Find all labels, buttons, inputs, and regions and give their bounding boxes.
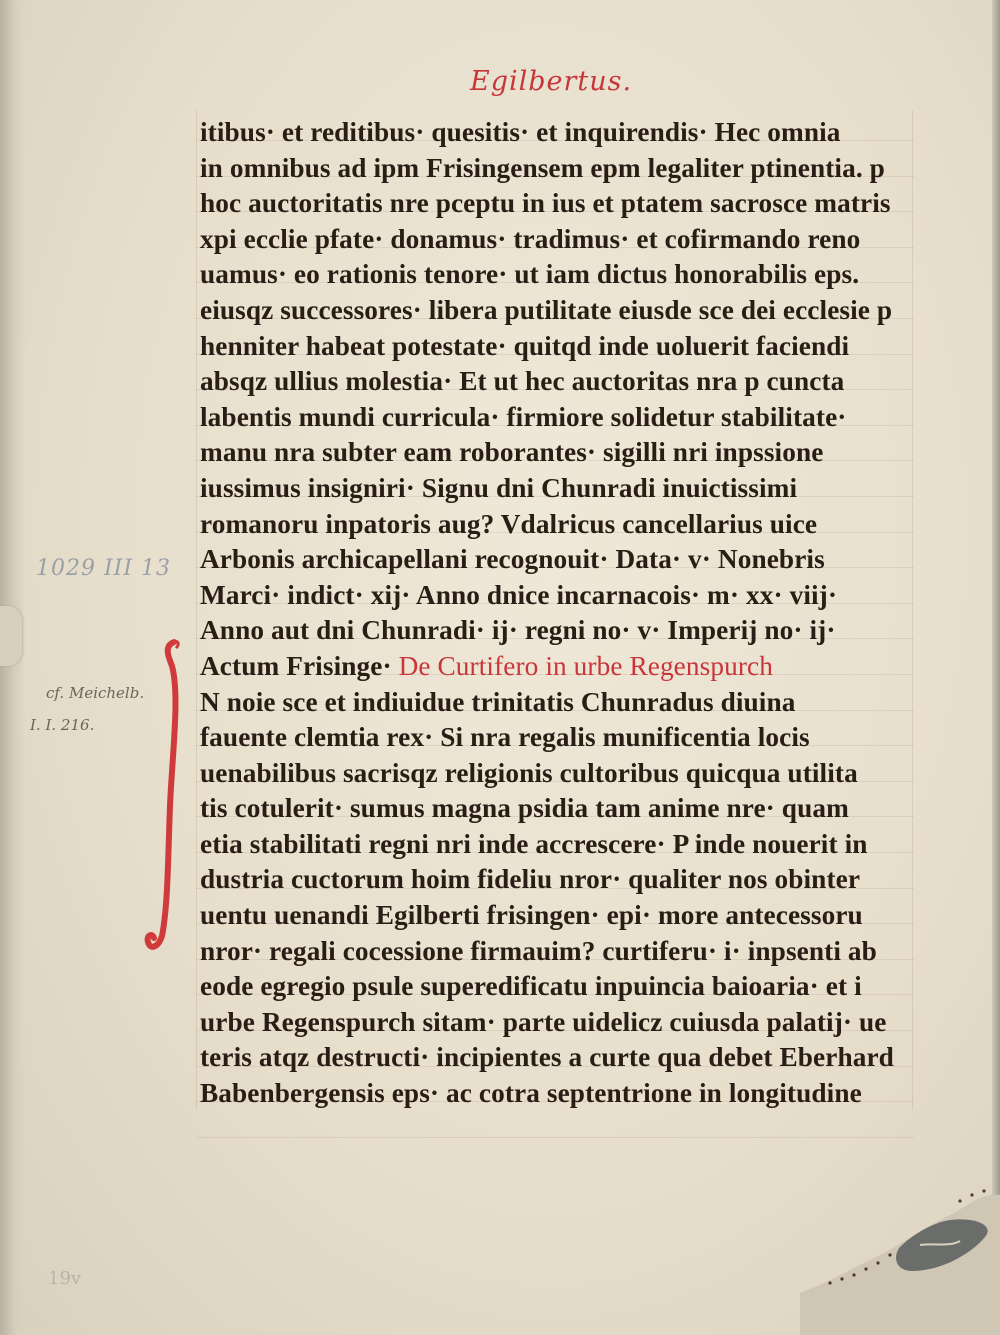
text-segment: Anno aut dni Chunradi· ij· regni no· v· Imperij no· ij· [200, 614, 836, 646]
text-segment: etia stabilitati regni nri inde accrescere· P inde nouerit in [200, 827, 868, 859]
text-segment: manu nra subter eam roborantes· sigilli nri inpssione [200, 436, 824, 468]
text-line [200, 790, 906, 826]
text-line [200, 861, 906, 897]
reference-note-line1: cf. Meichelb. [46, 684, 145, 702]
text-segment: absqz ullius molestia· Et ut hec auctoritas nra p cuncta [200, 365, 845, 397]
text-segment: nror· regali cocessione firmauim? curtiferu· i· inpsenti ab [200, 934, 877, 966]
text-segment: Actum Frisinge· [200, 649, 399, 681]
text-segment: uamus· eo rationis tenore· ut iam dictus honorabilis eps. [200, 258, 860, 290]
page-gutter [0, 0, 26, 1335]
running-head: Egilbertus. [470, 66, 633, 97]
text-line [200, 399, 906, 435]
next-leaf-edge [992, 0, 1000, 1335]
text-line [200, 826, 906, 862]
text-line [200, 114, 906, 150]
rubricated-initial-i [142, 636, 182, 956]
text-line [200, 150, 906, 186]
text-line [200, 968, 906, 1004]
text-line [200, 577, 906, 613]
text-segment: romanoru inpatoris aug? Vdalricus cancellarius uice [200, 507, 818, 539]
text-line [200, 506, 906, 542]
text-segment: Babenbergensis eps· ac cotra septentrione in longitudine [200, 1077, 862, 1109]
text-line [200, 612, 906, 648]
text-segment: urbe Regenspurch sitam· parte uidelicz cuiusda palatij· ue [200, 1005, 887, 1037]
text-line [200, 541, 906, 577]
text-segment: eode egregio psule superedificatu inpuincia baioaria· et i [200, 970, 862, 1002]
text-line [200, 933, 906, 969]
text-line [200, 256, 906, 292]
text-line [200, 363, 906, 399]
text-line [200, 719, 906, 755]
shelfmark-note: 1029 III 13 [36, 556, 172, 581]
text-segment: tis cotulerit· sumus magna psidia tam anime nre· quam [200, 792, 849, 824]
text-line [200, 1039, 906, 1075]
text-segment: hoc auctoritatis nre pceptu in ius et ptatem sacrosce matris [200, 187, 891, 219]
ruling-left [196, 110, 197, 1110]
text-line [200, 185, 906, 221]
text-segment: in omnibus ad ipm Frisingensem epm legaliter ptinentia. p [200, 151, 885, 183]
text-line [200, 221, 906, 257]
parchment-damage [800, 1175, 1000, 1335]
text-line [200, 1075, 906, 1111]
text-line [200, 434, 906, 470]
text-line [200, 755, 906, 791]
text-segment: fauente clemtia rex· Si nra regalis munificentia locis [200, 721, 810, 753]
folio-number: 19v [48, 1268, 82, 1289]
text-segment: itibus· et reditibus· quesitis· et inquirendis· Hec omnia [200, 116, 841, 147]
reference-note-line2: I. I. 216. [30, 716, 95, 734]
text-line [200, 897, 906, 933]
text-line [200, 328, 906, 364]
text-segment: eiusqz successores· libera putilitate eiusde sce dei ecclesie p [200, 293, 893, 325]
ruling-right [912, 110, 913, 1110]
text-segment: uenabilibus sacrisqz religionis cultoribus quicqua utilita [200, 756, 858, 788]
text-segment: Marci· indict· xij· Anno dnice incarnacois· m· xx· viij· [200, 578, 838, 610]
text-line [200, 684, 906, 720]
text-segment: labentis mundi curricula· firmiore solidetur stabilitate· [200, 400, 847, 432]
text-segment: uentu uenandi Egilberti frisingen· epi· more antecessoru [200, 899, 863, 931]
text-segment: xpi ecclie pfate· donamus· tradimus· et cofirmando reno [200, 222, 861, 254]
ruling-line [196, 1137, 914, 1138]
text-segment: henniter habeat potestate· quitqd inde uoluerit faciendi [200, 329, 850, 361]
text-segment: Arbonis archicapellani recognouit· Data· v· Nonebris [200, 543, 825, 575]
text-segment: iussimus insigniri· Signu dni Chunradi inuictissimi [200, 471, 798, 503]
text-line [200, 648, 906, 684]
text-line [200, 470, 906, 506]
page-fold-tab [0, 606, 22, 666]
text-segment: teris atqz destructi· incipientes a curte qua debet Eberhard [200, 1041, 894, 1073]
rubric-text: De Curtifero in urbe Regenspurch [398, 649, 773, 681]
text-line [200, 1004, 906, 1040]
text-line [200, 292, 906, 328]
text-segment: N noie sce et indiuidue trinitatis Chunradus diuina [200, 685, 796, 717]
main-text-block [200, 114, 912, 1111]
text-segment: dustria cuctorum hoim fideliu nror· qualiter nos obinter [200, 863, 861, 895]
